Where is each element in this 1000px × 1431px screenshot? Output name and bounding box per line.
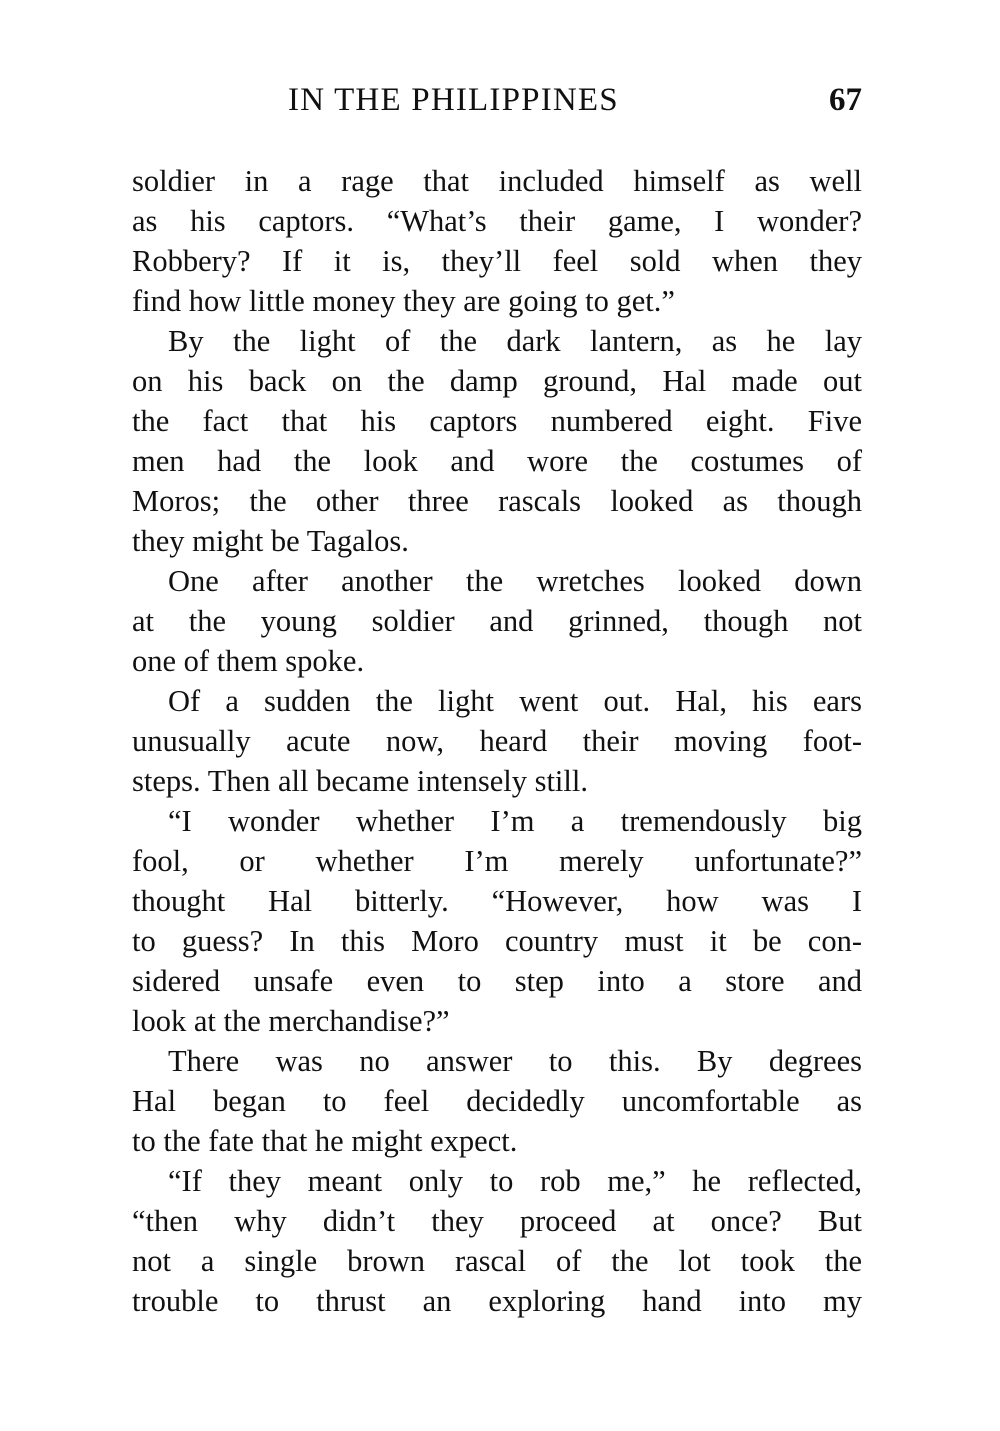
text-line: they might be Tagalos.: [132, 524, 409, 558]
text-line: soldier in a rage that included himself as well: [132, 164, 862, 198]
text-line: There was no answer to this. By degrees: [168, 1044, 862, 1078]
body-text: [132, 161, 862, 1321]
text-line: look at the merchandise?”: [132, 1004, 450, 1038]
text-line: to guess? In this Moro country must it be con-: [132, 924, 862, 958]
text-line: Hal began to feel decidedly uncomfortable as: [132, 1084, 862, 1118]
text-line: Of a sudden the light went out. Hal, his ears: [168, 684, 862, 718]
page-number: 67: [829, 82, 862, 118]
text-line: the fact that his captors numbered eight. Five: [132, 404, 862, 438]
text-line: steps. Then all became intensely still.: [132, 764, 588, 798]
running-title: IN THE PHILIPPINES: [288, 82, 619, 118]
text-line: at the young soldier and grinned, though not: [132, 604, 862, 638]
text-line: unusually acute now, heard their moving foot-: [132, 724, 862, 758]
text-line: not a single brown rascal of the lot took the: [132, 1244, 862, 1278]
text-line: find how little money they are going to get.”: [132, 284, 675, 318]
text-line: as his captors. “What’s their game, I wonder?: [132, 204, 862, 238]
text-line: men had the look and wore the costumes of: [132, 444, 862, 478]
text-line: Robbery? If it is, they’ll feel sold when they: [132, 244, 862, 278]
text-line: sidered unsafe even to step into a store and: [132, 964, 862, 998]
text-line: fool, or whether I’m merely unfortunate?”: [132, 844, 862, 878]
text-line: “I wonder whether I’m a tremendously big: [168, 804, 862, 838]
text-line: trouble to thrust an exploring hand into my: [132, 1284, 862, 1318]
text-line: By the light of the dark lantern, as he lay: [168, 324, 862, 358]
text-line: “then why didn’t they proceed at once? But: [132, 1204, 862, 1238]
text-line: to the fate that he might expect.: [132, 1124, 518, 1158]
text-line: One after another the wretches looked down: [168, 564, 862, 598]
text-line: on his back on the damp ground, Hal made out: [132, 364, 862, 398]
text-line: one of them spoke.: [132, 644, 365, 678]
text-line: thought Hal bitterly. “However, how was I: [132, 884, 862, 918]
text-line: Moros; the other three rascals looked as though: [132, 484, 862, 518]
text-line: “If they meant only to rob me,” he reflected,: [168, 1164, 862, 1198]
running-head: [132, 78, 862, 122]
